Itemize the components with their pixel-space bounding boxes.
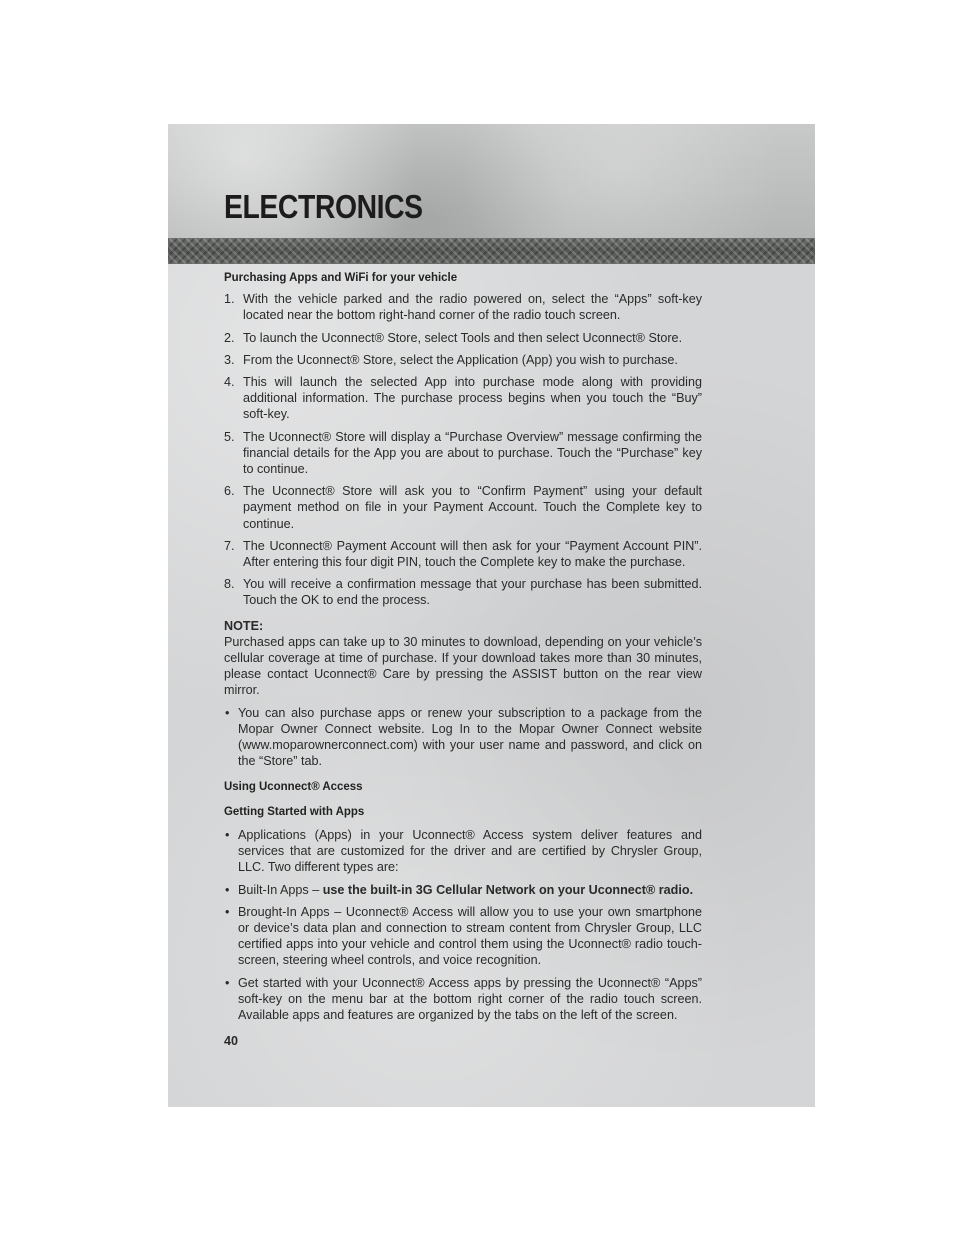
step-text: To launch the Uconnect® Store, select Tools and then select Uconnect® Store. (243, 330, 683, 345)
bullet-marker: • (225, 827, 230, 842)
list-item (224, 374, 702, 423)
using-uconnect-heading: Using Uconnect® Access (224, 779, 363, 794)
bullet-marker: • (225, 904, 230, 919)
step-number: 7. (224, 538, 235, 553)
note-label: NOTE: (224, 618, 264, 633)
bullet-text: Get started with your Uconnect® Access apps by pressing the Uconnect® “Apps” soft-key on the menu bar at the bottom right corner of the radio touch screen. Available apps and features are organized by the tabs on the left of the screen. (238, 975, 702, 1022)
list-item (224, 330, 702, 346)
section-title: ELECTRONICS (224, 188, 423, 225)
purchasing-heading: Purchasing Apps and WiFi for your vehicle (224, 270, 458, 284)
purchase-steps-list (224, 291, 702, 608)
bullet-text: You can also purchase apps or renew your subscription to a package from the Mopar Owner Connect website. Log In to the Mopar Owner Connect website (www.moparownerconnect.com) with your user name and password, and click on the “Store” tab. (238, 705, 702, 769)
list-item (224, 538, 702, 570)
step-text: With the vehicle parked and the radio powered on, select the “Apps” soft-key located near the bottom right-hand corner of the radio touch screen. (243, 292, 702, 323)
step-text: This will launch the selected App into purchase mode along with providing additional information. The purchase process begins when you touch the “Buy” soft-key. (243, 375, 702, 422)
step-number: 8. (224, 577, 235, 592)
list-item (224, 291, 702, 323)
bullet-text: Brought-In Apps – Uconnect® Access will allow you to use your own smartphone or device’s data plan and connection to stream content from Chrysler Group, LLC certified apps into your vehicle and control them using the Uconnect® radio touch-screen, steering wheel controls, and voice recognition. (238, 904, 702, 968)
getting-started-heading: Getting Started with Apps (224, 803, 365, 818)
step-text: The Uconnect® Store will display a “Purchase Overview” message confirming the financial details for the App you are about to purchase. Touch the “Purchase” key to continue. (243, 429, 702, 477)
note-text: Purchased apps can take up to 30 minutes to download, depending on your vehicle’s cellular coverage at time of purchase. If your download takes more than 30 minutes, please contact Uconnect® Care by pressing the ASSIST button on the rear view mirror. (224, 634, 702, 698)
step-number: 5. (224, 429, 235, 444)
list-item (224, 827, 702, 876)
bullet-marker: • (225, 705, 230, 720)
step-number: 1. (224, 292, 235, 307)
bullet-text: Applications (Apps) in your Uconnect® Access system deliver features and services that are customized for the driver and are certified by Chrysler Group, LLC. Two different types are: (238, 827, 702, 875)
built-in-bold-text: use the built-in 3G Cellular Network on your Uconnect® radio. (322, 882, 694, 897)
step-text: The Uconnect® Payment Account will then ask for your “Payment Account PIN”. After entering this four digit PIN, touch the Complete key to make the purchase. (243, 538, 702, 570)
step-text: From the Uconnect® Store, select the Application (App) you wish to purchase. (243, 352, 678, 367)
list-item (224, 882, 702, 898)
built-in-prefix: Built-In Apps – (238, 882, 323, 897)
step-number: 6. (224, 484, 235, 499)
step-number: 2. (224, 330, 235, 345)
list-item (224, 904, 702, 969)
list-item (224, 352, 702, 368)
step-number: 4. (224, 375, 235, 390)
apps-bullet-list (224, 827, 702, 1023)
page-number: 40 (224, 1034, 239, 1049)
step-text: The Uconnect® Store will ask you to “Confirm Payment” using your default payment method on file in your Payment Account. Touch the Complete key to continue. (243, 484, 702, 531)
list-item (224, 975, 702, 1024)
page-content (224, 269, 702, 1049)
section-banner (168, 124, 815, 238)
list-item (224, 576, 702, 608)
step-number: 3. (224, 352, 235, 367)
list-item (224, 705, 702, 770)
renew-bullet-list (224, 705, 702, 770)
bullet-marker: • (225, 975, 230, 990)
list-item (224, 483, 702, 532)
textured-band (168, 238, 815, 264)
manual-page (168, 124, 815, 1107)
step-text: You will receive a confirmation message that your purchase has been submitted. Touch the OK to end the process. (243, 577, 702, 608)
bullet-marker: • (225, 882, 230, 897)
list-item (224, 429, 702, 478)
